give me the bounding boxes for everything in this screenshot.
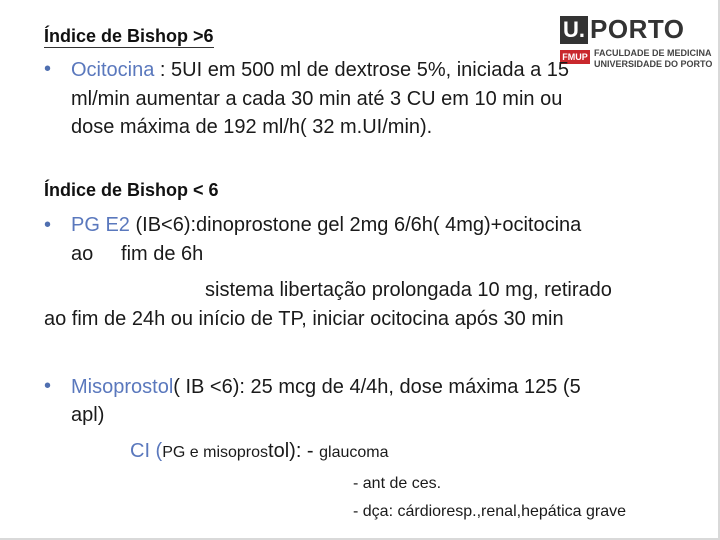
section3-line2: apl)	[71, 404, 105, 426]
ci-item-glaucoma: glaucoma	[319, 444, 389, 461]
section1-line3: dose máxima de 192 ml/h( 32 m.UI/min).	[71, 116, 433, 138]
section2-line1	[71, 211, 581, 240]
section2-line1-rest: (IB<6):dinoprostone gel 2mg 6/6h( 4mg)+ocitocina	[129, 214, 582, 236]
section3-line1-rest: ( IB <6): 25 mcg de 4/4h, dose máxima 125 (5	[173, 376, 581, 398]
section1-line1-rest: : 5UI em 500 ml de dextrose 5%, iniciada a 15	[154, 59, 570, 81]
ci-prefix: CI (	[130, 440, 163, 462]
ci-item-ant-ces: - ant de ces.	[353, 475, 442, 492]
logo-fmup-badge: FMUP	[560, 50, 590, 64]
ci-small-text: PG e misopros	[162, 444, 269, 461]
section1-line1	[71, 56, 569, 85]
section2-term: PG E2	[71, 214, 130, 236]
ci-item-dca: - dça: cárdioresp.,renal,hepática grave	[353, 503, 627, 520]
section1-term: Ocitocina	[71, 59, 155, 81]
university-logo	[558, 10, 713, 86]
section3-line1	[71, 373, 581, 402]
section1-line2: ml/min aumentar a cada 30 min até 3 CU em 10 min ou	[71, 87, 563, 110]
logo-u-mark: U.	[560, 16, 588, 44]
section2-line4: ao fim de 24h ou início de TP, iniciar ocitocina após 30 min	[44, 308, 564, 330]
section1-paragraph	[71, 56, 569, 142]
section3-term: Misoprostol	[71, 376, 174, 398]
section1-bullet: •	[44, 58, 52, 80]
section2-line3: sistema libertação prolongada 10 mg, retirado	[205, 279, 612, 301]
section3-bullet: •	[44, 375, 52, 397]
section2-line2: ao fim de 6h	[71, 243, 204, 265]
section2-heading: Índice de Bishop < 6	[44, 180, 219, 200]
ci-mid-text: tol): -	[268, 440, 320, 462]
logo-porto-text: PORTO	[590, 14, 685, 44]
contraindications-line	[130, 437, 389, 468]
logo-faculty-line2: UNIVERSIDADE DO PORTO	[594, 59, 713, 69]
section1-heading: Índice de Bishop >6	[44, 26, 214, 46]
section2-bullet: •	[44, 214, 52, 236]
logo-faculty-line1: FACULDADE DE MEDICINA	[594, 48, 712, 58]
logo-faculty-text	[594, 48, 712, 70]
